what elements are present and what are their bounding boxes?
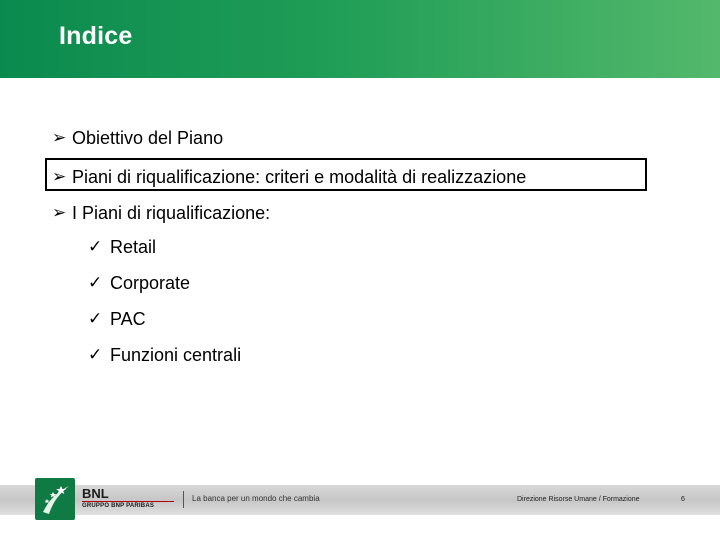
bullet-item (52, 123, 223, 153)
slide-header (0, 0, 720, 78)
page-number: 6 (681, 496, 685, 503)
stars-icon (39, 482, 71, 516)
bullet-text: Piani di riqualificazione: criteri e modalità di realizzazione (72, 166, 527, 187)
bullet-item-highlighted (52, 162, 526, 192)
arrow-bullet-icon: ➢ (52, 203, 67, 222)
sub-item-text: Corporate (110, 272, 191, 293)
slide-title: Indice (59, 22, 133, 50)
sub-item-text: PAC (110, 308, 146, 329)
brand-name: BNL (82, 486, 109, 501)
sub-item-text: Retail (110, 236, 157, 257)
sub-item-funzioni-centrali (88, 342, 241, 368)
checkmark-icon: ✓ (88, 309, 103, 328)
checkmark-icon: ✓ (88, 345, 103, 364)
bullet-item (52, 198, 270, 228)
bullet-text: I Piani di riqualificazione: (72, 202, 271, 223)
brand-subtitle: GRUPPO BNP PARIBAS (82, 503, 155, 509)
sub-item-text: Funzioni centrali (110, 344, 242, 365)
sub-item-retail (88, 234, 156, 260)
department-label: Direzione Risorse Umane / Formazione (517, 496, 640, 503)
sub-item-corporate (88, 270, 190, 296)
bnl-logo-icon (35, 478, 75, 520)
bullet-text: Obiettivo del Piano (72, 127, 224, 148)
checkmark-icon: ✓ (88, 237, 103, 256)
arrow-bullet-icon: ➢ (52, 128, 67, 147)
checkmark-icon: ✓ (88, 273, 103, 292)
sub-item-pac (88, 306, 146, 332)
footer-divider (183, 491, 184, 508)
brand-tagline: La banca per un mondo che cambia (192, 494, 320, 503)
arrow-bullet-icon: ➢ (52, 167, 67, 186)
brand-underline (82, 501, 174, 502)
